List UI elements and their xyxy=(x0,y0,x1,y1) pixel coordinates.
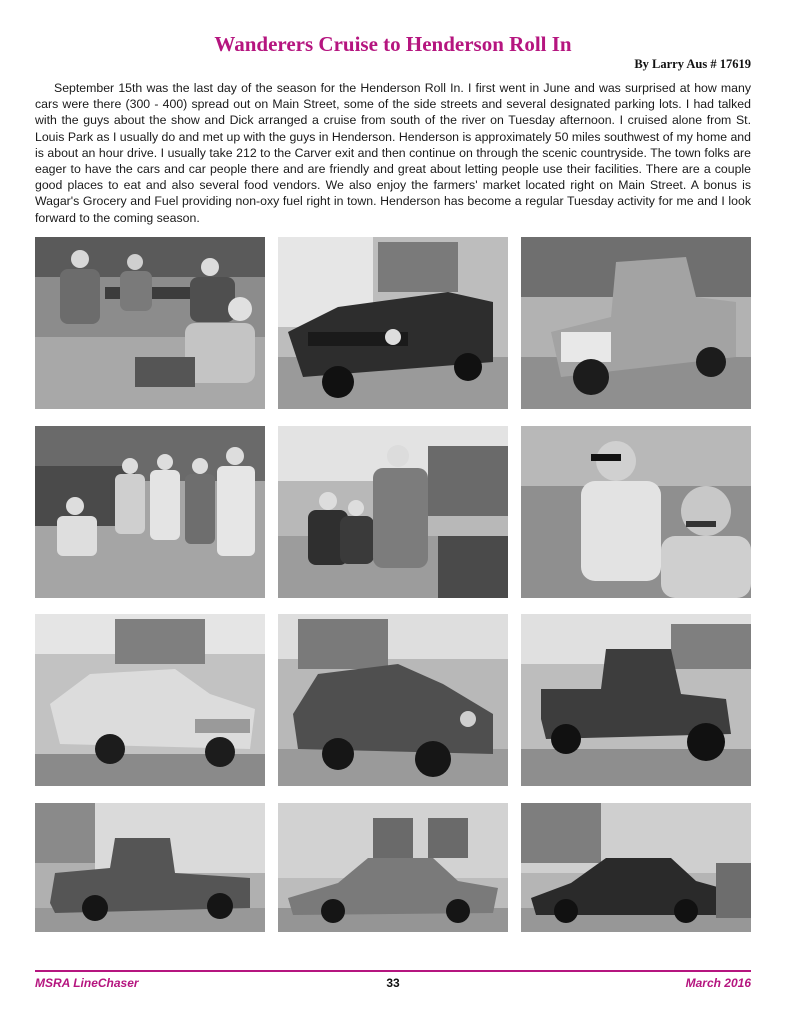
photo-group-standing xyxy=(35,426,265,598)
photo-group-with-car-club-shirt xyxy=(278,426,508,598)
photo-1950s-sedan xyxy=(521,803,751,932)
footer-date: March 2016 xyxy=(685,976,751,990)
article-title: Wanderers Cruise to Henderson Roll In xyxy=(214,32,572,56)
photo-model-a-pickup xyxy=(521,614,751,786)
photo-group-seated-at-table xyxy=(35,237,265,409)
photo-1937-pickup xyxy=(35,803,265,932)
footer-publication: MSRA LineChaser xyxy=(35,976,139,990)
photo-chevy-pickup xyxy=(521,237,751,409)
footer-page-number: 33 xyxy=(386,976,400,990)
photo-chevelle-ss xyxy=(278,237,508,409)
article-byline: By Larry Aus # 17619 xyxy=(634,57,751,71)
photo-1957-ford xyxy=(278,803,508,932)
article-body: September 15th was the last day of the season for the Henderson Roll In. I first went in June and was surprised at how many cars were there (300 - 400) spread out on Main Street, some of the side streets and several designated parking lots. I had talked with the guys about the show and Dick arranged a cruise from south of the river on Tuesday afternoon. I cruised alone from St. Louis Park as I usually do and met up with the guys in Henderson. Henderson is approximately 50 miles southwest of my home and is about an hour drive. I usually take 212 to the Carver exit and then continue on through the scenic countryside. The town folks are eager to have the cars and car people there and are friendly and great about letting people use their facilities. There are a couple good places to eat and also several food vendors. We also enjoy the farmers' market located right on Main Street. A bonus is Wagar's Grocery and Fuel providing non-oxy fuel right in town. Henderson has become a regular Tuesday activity for me and I look forward to the coming season. xyxy=(35,81,751,225)
photo-1940s-sedan xyxy=(278,614,508,786)
photo-two-men-closeup xyxy=(521,426,751,598)
photo-1955-chevy xyxy=(35,614,265,786)
footer-rule xyxy=(35,970,751,972)
